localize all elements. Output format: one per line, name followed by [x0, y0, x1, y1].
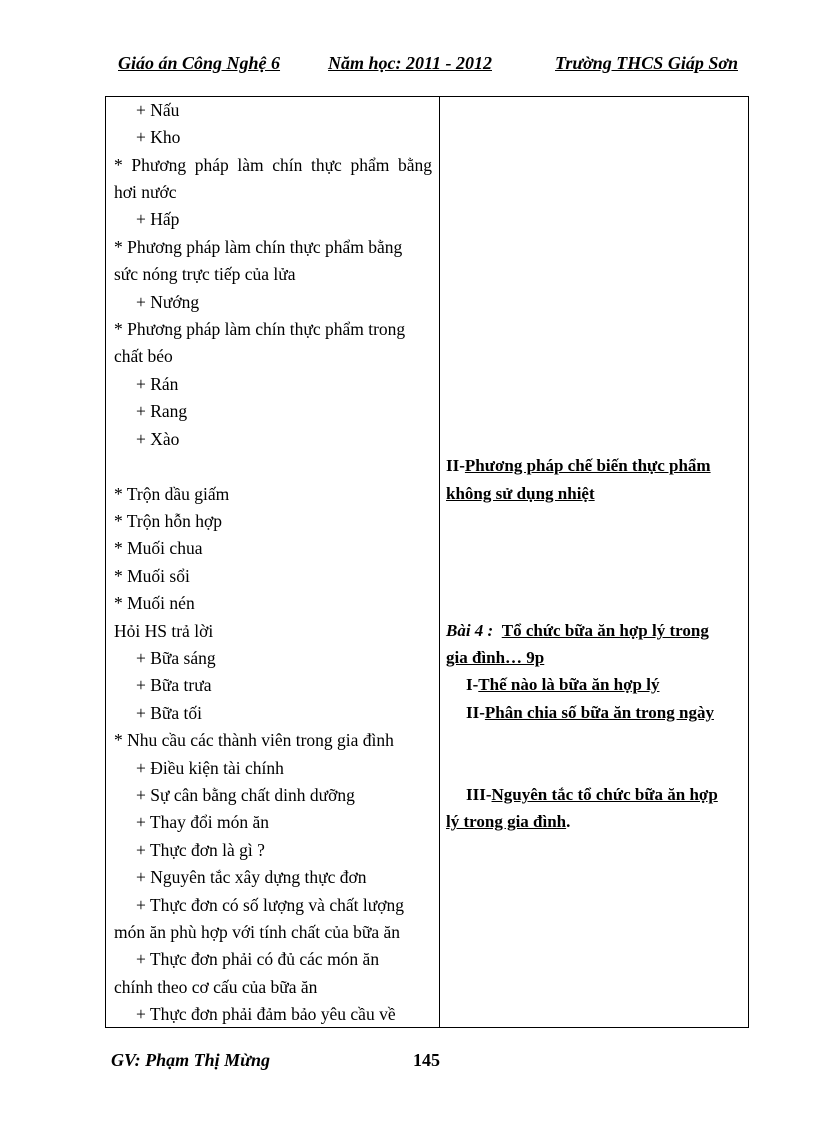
footer-teacher: GV: Phạm Thị Mừng	[111, 1050, 270, 1070]
activity-line: * Nhu cầu các thành viên trong gia đình	[114, 730, 394, 750]
activity-line: * Muối chua	[114, 538, 203, 558]
activity-line: + Xào	[136, 429, 180, 449]
activity-line: + Điều kiện tài chính	[136, 758, 284, 778]
activity-line: chất béo	[114, 346, 173, 366]
activity-line: * Trộn dầu giấm	[114, 484, 230, 504]
section-title: Thế nào là bữa ăn hợp lý	[478, 675, 660, 694]
lesson-number: Bài 4 :	[446, 621, 494, 640]
word: phẩm	[350, 155, 390, 175]
header-subject: Giáo án Công Nghệ 6	[118, 53, 281, 73]
activity-line: * Muối nén	[114, 593, 195, 613]
activity-line: + Sự cân bằng chất dinh dưỡng	[136, 785, 355, 805]
page-footer	[111, 1050, 511, 1074]
activity-line: + Hấp	[136, 209, 180, 229]
section-iii-heading	[466, 784, 718, 806]
activity-line: + Thực đơn có số lượng và chất lượng	[136, 895, 404, 915]
section-ii-meals-heading	[466, 702, 714, 724]
activity-line: + Bữa tối	[136, 703, 203, 723]
word: thực	[310, 155, 342, 175]
word: Phương	[131, 155, 187, 175]
page-header	[118, 53, 738, 77]
word: làm	[237, 155, 264, 175]
section-title-continued	[446, 811, 570, 833]
activity-line: + Thực đơn phải có đủ các món ăn	[136, 949, 380, 969]
activity-line: * Phương pháp làm chín thực phẩm trong	[114, 319, 406, 339]
activity-line: + Nguyên tắc xây dựng thực đơn	[136, 867, 367, 887]
section-prefix: I-	[466, 675, 479, 694]
activity-line: Hỏi HS trả lời	[114, 621, 214, 641]
header-school-name: Trường THCS Giáp Sơn	[555, 53, 738, 73]
activity-line: * Phương pháp làm chín thực phẩm bằng	[114, 237, 403, 257]
lesson-title-continued: gia đình… 9p	[446, 648, 545, 667]
word: *	[114, 155, 123, 175]
activity-line: + Nướng	[136, 292, 200, 312]
activity-line: + Bữa sáng	[136, 648, 216, 668]
section-prefix: II-	[446, 456, 465, 475]
word: bằng	[397, 155, 432, 175]
activity-line: + Thực đơn phải đảm bảo yêu cầu về	[136, 1004, 396, 1024]
section-i-heading	[466, 674, 659, 696]
activity-line: + Kho	[136, 127, 181, 147]
section-prefix: II-	[466, 703, 485, 722]
section-title-continued: không sử dụng nhiệt	[446, 484, 595, 503]
section-prefix: III-	[466, 785, 492, 804]
activity-line: chính theo cơ cấu của bữa ăn	[114, 977, 318, 997]
lesson-4-heading	[446, 620, 709, 642]
section-title: Phân chia số bữa ăn trong ngày	[484, 703, 714, 722]
activity-line: + Rang	[136, 401, 188, 421]
justified-text	[114, 154, 432, 176]
page-number: 145	[413, 1050, 440, 1070]
word: chín	[272, 155, 303, 175]
section-end: .	[566, 812, 571, 831]
activity-line	[114, 154, 432, 176]
activity-line: * Trộn hỗn hợp	[114, 511, 222, 531]
activity-line: * Muối sổi	[114, 566, 190, 586]
header-school-year: Năm học: 2011 - 2012	[328, 53, 492, 73]
lesson-title: Tổ chức bữa ăn hợp lý trong	[501, 621, 709, 640]
content-column	[440, 97, 750, 1027]
activity-line: + Bữa trưa	[136, 675, 212, 695]
activity-line: + Thay đổi món ăn	[136, 812, 270, 832]
activity-line: hơi nước	[114, 182, 177, 202]
section-title: Phương pháp chế biến thực phẩm	[464, 456, 711, 475]
section-title: Nguyên tắc tổ chức bữa ăn hợp	[491, 785, 718, 804]
activity-line: + Nấu	[136, 100, 180, 120]
section-title: lý trong gia đình	[446, 812, 567, 831]
lesson-table	[105, 96, 749, 1028]
activity-line: + Rán	[136, 374, 179, 394]
section-ii-heading	[446, 455, 711, 477]
activity-line: + Thực đơn là gì ?	[136, 840, 265, 860]
activity-line: món ăn phù hợp với tính chất của bữa ăn	[114, 922, 401, 942]
word: pháp	[194, 155, 229, 175]
activity-column	[106, 97, 439, 1027]
activity-line: sức nóng trực tiếp của lửa	[114, 264, 296, 284]
